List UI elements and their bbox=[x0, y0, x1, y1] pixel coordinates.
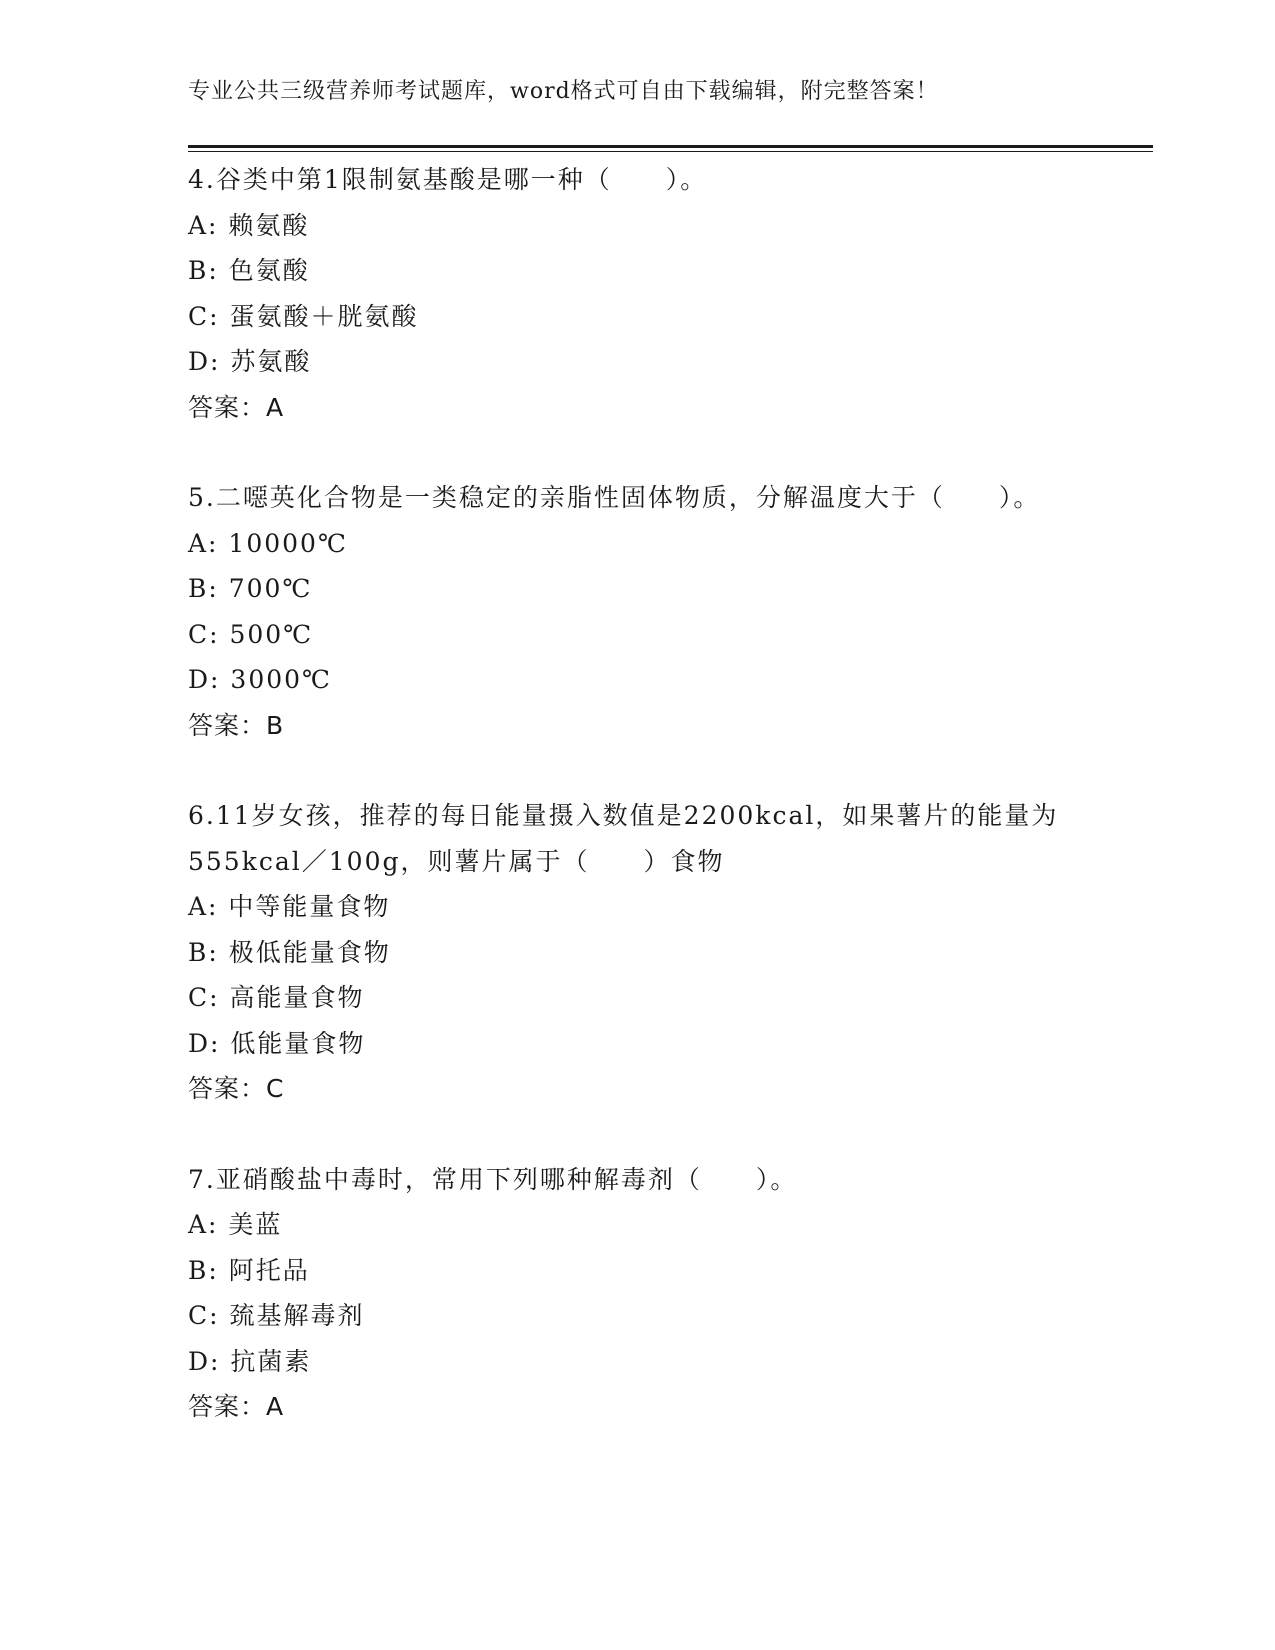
question-5 bbox=[188, 475, 1088, 748]
question-7 bbox=[188, 1157, 1088, 1430]
question-4 bbox=[188, 157, 1088, 430]
header-divider-thin bbox=[188, 151, 1153, 152]
question-stem: 7.亚硝酸盐中毒时，常用下列哪种解毒剂（ ）。 bbox=[188, 1164, 798, 1194]
option-a: A: 美蓝 bbox=[188, 1210, 283, 1239]
question-6 bbox=[188, 793, 1088, 1112]
option-c: C: 巯基解毒剂 bbox=[188, 1301, 365, 1330]
option-a: A: 中等能量食物 bbox=[188, 892, 391, 921]
answer-line: 答案：B bbox=[188, 710, 285, 740]
option-d: D: 抗菌素 bbox=[188, 1346, 312, 1376]
question-stem: 6.11岁女孩，推荐的每日能量摄入数值是2200kcal，如果薯片的能量为555kcal／100g，则薯片属于（ ）食物 bbox=[188, 801, 1059, 876]
option-b: B: 极低能量食物 bbox=[188, 937, 391, 967]
option-b: B: 700℃ bbox=[188, 574, 313, 603]
option-c: C: 蛋氨酸＋胱氨酸 bbox=[188, 301, 419, 331]
question-stem: 5.二噁英化合物是一类稳定的亲脂性固体物质，分解温度大于（ ）。 bbox=[188, 483, 1041, 512]
option-b: B: 阿托品 bbox=[188, 1255, 310, 1285]
option-c: C: 高能量食物 bbox=[188, 983, 365, 1012]
header-divider-thick bbox=[188, 145, 1153, 148]
option-a: A: 赖氨酸 bbox=[188, 210, 310, 240]
option-b: B: 色氨酸 bbox=[188, 256, 310, 285]
answer-line: 答案：A bbox=[188, 392, 285, 422]
answer-line: 答案：C bbox=[188, 1074, 285, 1103]
question-list bbox=[188, 157, 1088, 1475]
option-d: D: 3000℃ bbox=[188, 665, 333, 694]
option-d: D: 苏氨酸 bbox=[188, 347, 312, 376]
answer-line: 答案：A bbox=[188, 1392, 285, 1421]
page-header-text: 专业公共三级营养师考试题库，word格式可自由下载编辑，附完整答案！ bbox=[188, 79, 939, 104]
question-stem: 4.谷类中第1限制氨基酸是哪一种（ ）。 bbox=[188, 165, 708, 194]
option-c: C: 500℃ bbox=[188, 619, 314, 649]
option-d: D: 低能量食物 bbox=[188, 1028, 366, 1058]
option-a: A: 10000℃ bbox=[188, 528, 348, 558]
